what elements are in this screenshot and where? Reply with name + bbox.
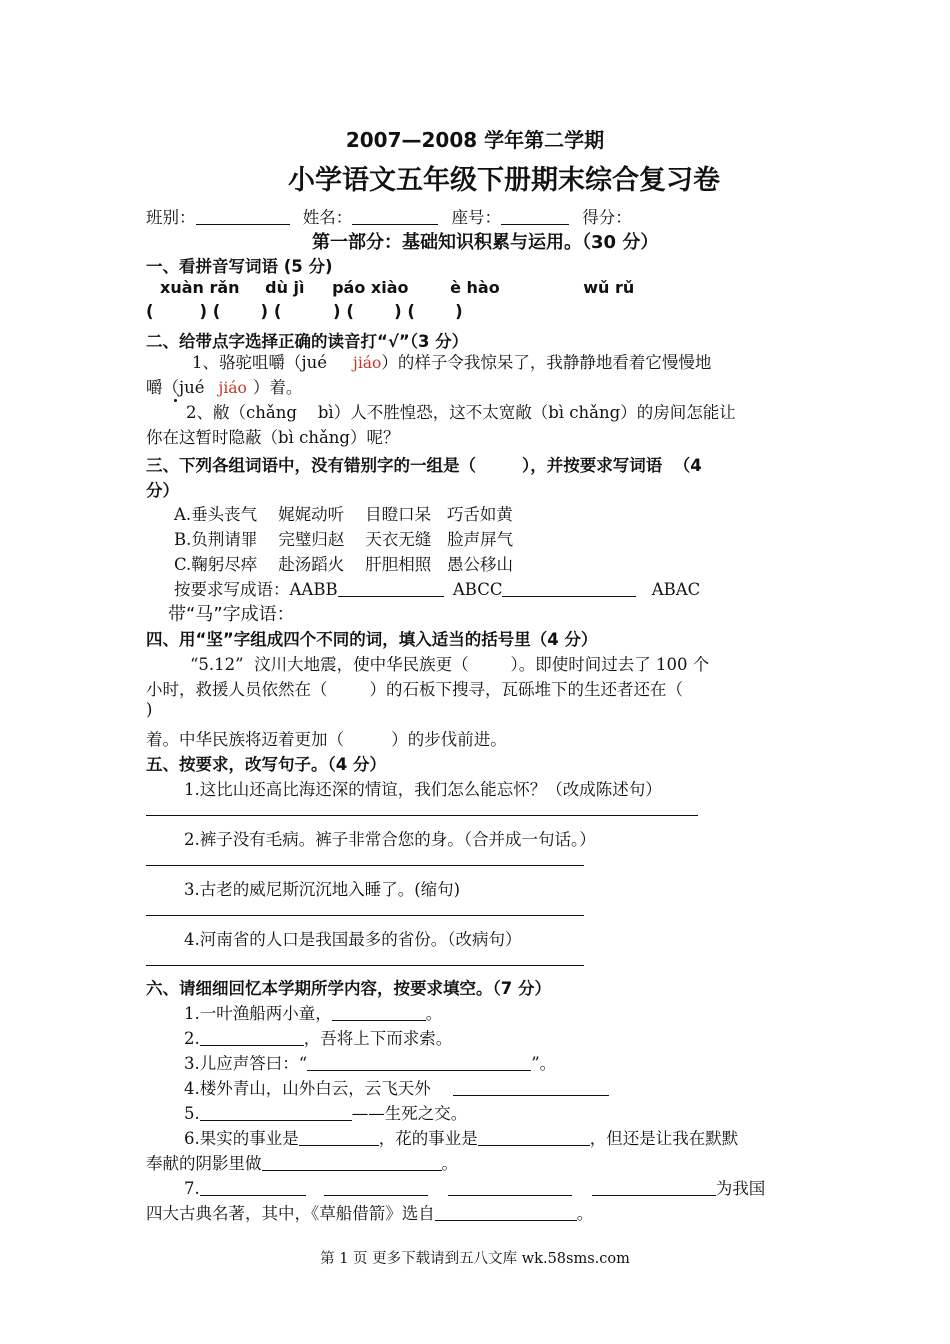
q6-i6-blank-2[interactable] [478,1129,590,1146]
q5-answer-line-1[interactable] [146,815,698,816]
q6-heading: 六、请细细回忆本学期所学内容，按要求填空。（7 分） [146,979,551,998]
q6-i5-text: ——生死之交。 [351,1104,468,1123]
q4-line2: 小时，救援人员依然在（ ）的石板下搜寻，瓦砾堆下的生还者还在（ [146,680,683,699]
pinyin-4: è hào [450,278,500,297]
class-field[interactable] [196,208,290,225]
q6-i1-end: 。 [425,1004,443,1023]
q6-item-7-line1 [184,1175,765,1199]
q2-item1-option-red-2[interactable]: jiáo [218,379,247,397]
q6-item-4 [184,1075,609,1099]
q6-i2-blank[interactable] [200,1029,304,1046]
pinyin-1: xuàn rǎn [160,278,240,297]
q2-item2-line1: 2、敝（chǎng bì）人不胜惶恐，这不太宽敞（bì chǎng）的房间怎能让 [186,403,736,422]
abcc-label: ABCC [452,580,503,599]
q6-i3-blank[interactable] [307,1054,531,1071]
q6-i6-text-b: ，花的事业是 [378,1129,478,1148]
q5-item-3: 3.古老的威尼斯沉沉地入睡了。(缩句) [184,880,461,899]
q4-line1: “5.12” 汶川大地震，使中华民族更（ ）。即使时间过去了 100 个 [190,655,710,674]
q6-i6-text-a: 6.果实的事业是 [184,1129,299,1148]
seat-label: 座号： [451,208,501,227]
pinyin-3: páo xiào [332,278,409,297]
q3-requirement-row [174,576,700,600]
q6-item-2 [184,1025,452,1049]
abcc-field[interactable] [502,580,636,597]
q6-item-5 [184,1100,467,1124]
q1-pinyin-row [160,278,634,297]
q3-req-label: 按要求写成语：AABB [174,580,338,599]
q6-i7-number: 7. [184,1179,200,1198]
q2-item1-text-c: 嚼（jué [146,378,205,397]
name-field[interactable] [352,208,438,225]
abac-label: ABAC [651,580,701,599]
q6-i1-text: 1.一叶渔船两小童， [184,1004,332,1023]
name-label: 姓名： [302,208,353,227]
q6-i3-text: 3.儿应声答曰：“ [184,1054,308,1073]
year-term: 2007—2008 学年第二学期 [345,128,605,152]
q6-i5-blank[interactable] [200,1104,352,1121]
q4-heading: 四、用“坚”字组成四个不同的词，填入适当的括号里（4 分） [146,630,598,649]
horse-idiom-label: 带“马”字成语： [168,604,295,625]
q5-answer-line-4[interactable] [146,965,584,966]
q6-i7-text-b: 为我国 [715,1179,766,1198]
q3-heading-line2: 分） [146,481,179,500]
q2-item1-line2 [146,374,302,398]
q6-item-3 [184,1050,556,1074]
q2-item1-text-d: ）着。 [252,378,303,397]
q2-item1-option-red[interactable]: jiáo [353,354,382,372]
q6-i2-text: ，吾将上下而求索。 [303,1029,453,1048]
q3-option-c[interactable]: C.鞠躬尽瘁 赴汤蹈火 肝胆相照 愚公移山 [174,555,513,574]
q2-item2-line2: 你在这暂时隐蔽（bì chǎng）呢？ [146,428,400,447]
q6-i6-text-c: ，但还是让我在默默 [589,1129,739,1148]
page-footer: 第 1 页 更多下载请到五八文库 wk.58sms.com [320,1251,630,1267]
q6-item-7-line2 [146,1200,593,1224]
q6-item-6-line2 [146,1150,458,1174]
q6-i7-end: 。 [576,1204,594,1223]
aabb-field[interactable] [338,580,444,597]
pinyin-2: dù jì [265,278,305,297]
q6-i4-blank[interactable] [453,1079,609,1096]
q6-i4-text: 4.楼外青山，山外白云，云飞天外 [184,1079,431,1098]
class-label: 班别： [146,208,196,227]
q6-i3-end: ”。 [531,1054,557,1073]
q6-i6-blank-3[interactable] [262,1154,442,1171]
q6-i7-blank-2[interactable] [324,1179,428,1196]
q3-option-b[interactable]: B.负荆请罪 完璧归赵 天衣无缝 脸声屏气 [174,530,514,549]
q5-heading: 五、按要求，改写句子。（4 分） [146,755,386,774]
q6-i7-blank-3[interactable] [448,1179,572,1196]
q6-i6-text-d: 奉献的阴影里做 [146,1154,262,1173]
q5-item-2: 2.裤子没有毛病。裤子非常合您的身。（合并成一句话。） [184,830,596,849]
q3-heading-line1: 三、下列各组词语中，没有错别字的一组是（ ），并按要求写词语 （4 [146,456,702,475]
q2-item1-line1 [192,349,711,373]
q6-i7-text-c: 四大古典名著，其中，《草船借箭》选自 [146,1204,435,1223]
q2-heading: 二、给带点字选择正确的读音打“√”（3 分） [146,332,469,351]
q3-option-a[interactable]: A.垂头丧气 娓娓动听 目瞪口呆 巧舌如黄 [174,505,513,524]
q5-item-4: 4.河南省的人口是我国最多的省份。（改病句） [184,930,522,949]
q2-item1-text-a: 1、骆驼咀嚼（jué [192,353,328,372]
pinyin-5: wǔ rǔ [583,278,635,297]
score-label: 得分： [582,208,632,227]
part1-heading: 第一部分：基础知识积累与运用。（30 分） [312,232,659,253]
q2-item1-text-b: ）的样子令我惊呆了，我静静地看着它慢慢地 [381,353,712,372]
student-info-row [146,204,632,228]
q6-i7-blank-5[interactable] [435,1204,577,1221]
seat-field[interactable] [501,208,569,225]
q6-i6-blank-1[interactable] [299,1129,379,1146]
q5-item-1: 1.这比山还高比海还深的情谊，我们怎么能忘怀？（改成陈述句） [184,780,662,799]
q6-item-6-line1 [184,1125,738,1149]
q6-i7-blank-4[interactable] [592,1179,716,1196]
page-title: 小学语文五年级下册期末综合复习卷 [288,165,720,196]
q6-i5-number: 5. [184,1104,200,1123]
q4-line4: 着。中华民族将迈着更加（ ）的步伐前进。 [146,730,507,749]
q6-i2-number: 2. [184,1029,200,1048]
q1-answer-parens[interactable]: ( ) ( ) ( ) ( ) ( ) [146,302,463,321]
q6-i7-blank-1[interactable] [200,1179,306,1196]
q5-answer-line-3[interactable] [146,915,584,916]
q4-line3: ) [146,700,153,719]
q1-heading: 一、看拼音写词语 (5 分) [146,257,333,276]
q6-item-1 [184,1000,442,1024]
q6-i1-blank[interactable] [332,1004,426,1021]
q6-i6-end: 。 [441,1154,458,1173]
q5-answer-line-2[interactable] [146,865,584,866]
